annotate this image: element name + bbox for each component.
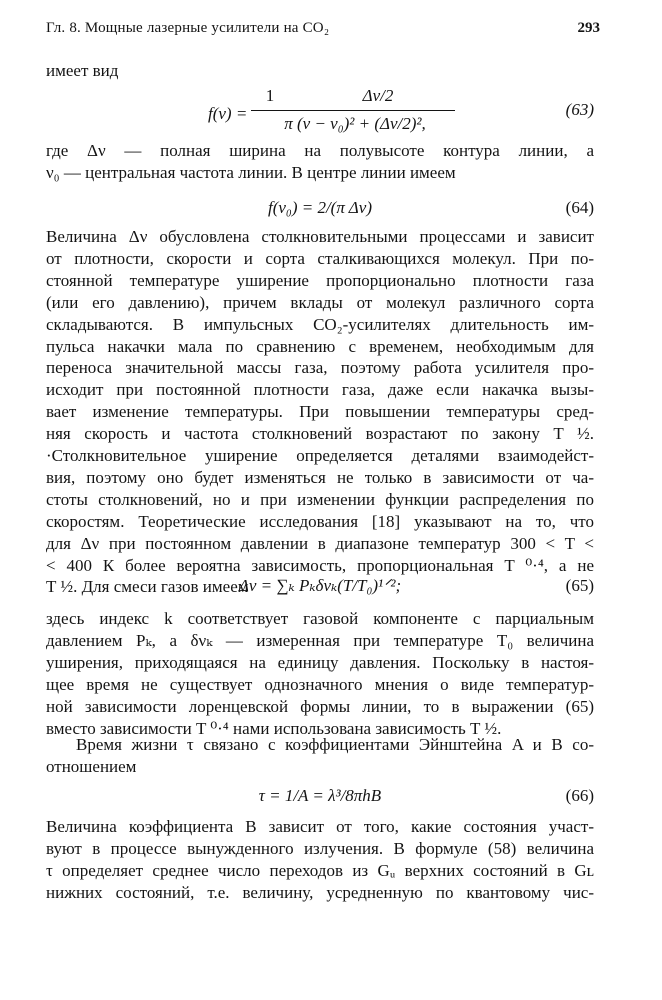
equation-number: (63): [565, 100, 594, 119]
formula-65: [46, 572, 594, 602]
formula-63-denominator: [250, 114, 460, 134]
formula-64: [46, 194, 594, 224]
formula-63-numerator: Δν/2: [362, 86, 394, 105]
text-line: τ определяет среднее число переходов из Gᵤ верхних состояний в Gʟ: [46, 861, 594, 880]
text-line: T ½. Для смеси газов имеем: [46, 577, 249, 597]
formula-63-pi: π: [284, 114, 293, 133]
text-line: ν₀ — центральная частота линии. В центре линии имеем: [46, 163, 456, 182]
text-line: < 400 К более вероятна зависимость, пропорциональная T ⁰·⁴, а не: [46, 555, 594, 575]
text-line: вает изменение температуры. При повышении температуры сред-: [46, 402, 594, 422]
text-line: вия, поэтому оно будет изменяться не только в зависимости от ча-: [46, 467, 594, 487]
text-line: Величина коэффициента B зависит от того, какие состояния участ-: [46, 817, 594, 836]
formula-63-lhs: f(ν) =: [208, 104, 248, 123]
text-line: вуют в процессе вынужденного излучения. В формуле (58) величина: [46, 839, 594, 858]
text-line: Время жизни τ связано с коэффициентами Эйнштейна A и B со-: [76, 735, 594, 754]
text-line: для Δν при постоянном давлении в диапазоне температур 300 < T <: [46, 533, 594, 553]
text-line: (или его давлению), причем вклады от молекул различного сорта: [46, 292, 594, 312]
text-line: скоростям. Теоретические исследования [18] указывают на то, что: [46, 511, 594, 531]
text-line: уширения, приходящаяся на единицу давления. Поскольку в настоя-: [46, 652, 594, 672]
formula-63-one: 1: [265, 86, 275, 105]
text-line: Величина Δν обусловлена столкновительными процессами и зависит: [46, 227, 594, 246]
text-line: щее время не существует однозначного мнения о виде температур-: [46, 674, 594, 694]
equation-number: (64): [565, 198, 594, 217]
text-line: ной зависимости лоренцевской формы линии, то в выражении (65): [46, 696, 594, 716]
equation-number: (65): [565, 576, 594, 595]
text-line: няя скорость и частота столкновений возрастают по закону T ½.: [46, 424, 594, 444]
formula-63-punct: ,: [421, 114, 426, 133]
formula-63-denominator-expr: (ν − ν₀)² + (Δν/2)²: [297, 114, 422, 133]
equation-number: (66): [565, 786, 594, 805]
formula-63: [46, 86, 594, 146]
fraction-bar: [251, 110, 455, 111]
text-line: давлением Pₖ, а δνₖ — измеренная при температуре T₀ величина: [46, 630, 594, 650]
text-line: исходит при постоянной плотности газа, даже если накачка вызы-: [46, 380, 594, 400]
formula-66-expr: τ = 1/A = λ³/8πhB: [258, 786, 382, 805]
chapter-title: Гл. 8. Мощные лазерные усилители на CO₂: [46, 20, 330, 36]
text-line: переноса значительной массы газа, поэтому работа усилителя про-: [46, 358, 594, 378]
running-header: [46, 20, 600, 42]
text-line: от плотности, скорости и сорта сталкивающихся молекул. При по-: [46, 248, 594, 268]
text-line: где Δν — полная ширина на полувысоте контура линии, а: [46, 141, 594, 160]
formula-64-expr: f(ν₀) = 2/(π Δν): [267, 198, 372, 217]
text-line: нижних состояний, т.е. величину, усредненную по квантовому чис-: [46, 883, 594, 902]
text-line: стоянной температуре уширение пропорционально плотности газа: [46, 270, 594, 290]
formula-65-expr: Δν = ∑ₖ Pₖδνₖ(T/T₀)¹ᐟ²;: [238, 576, 402, 595]
text-line: ·Столкновительное уширение определяется деталями взаимодейст-: [46, 446, 594, 465]
formula-66: [46, 782, 594, 812]
text-line: стоты столкновений, но и при изменении функции распределения по: [46, 489, 594, 509]
text-line: отношением: [46, 757, 137, 776]
page-number: 293: [577, 20, 600, 36]
text-line: складываются. В импульсных CO₂-усилителях длительность им-: [46, 314, 594, 334]
text-line: здесь индекс k соответствует газовой компоненте с парциальным: [46, 609, 594, 628]
text-line: вместо зависимости T ⁰·⁴ нами использована зависимость T ½.: [46, 718, 502, 738]
text-line: имеет вид: [46, 61, 119, 80]
text-line: пульса накачки мала по сравнению с временем, необходимым для: [46, 336, 594, 356]
